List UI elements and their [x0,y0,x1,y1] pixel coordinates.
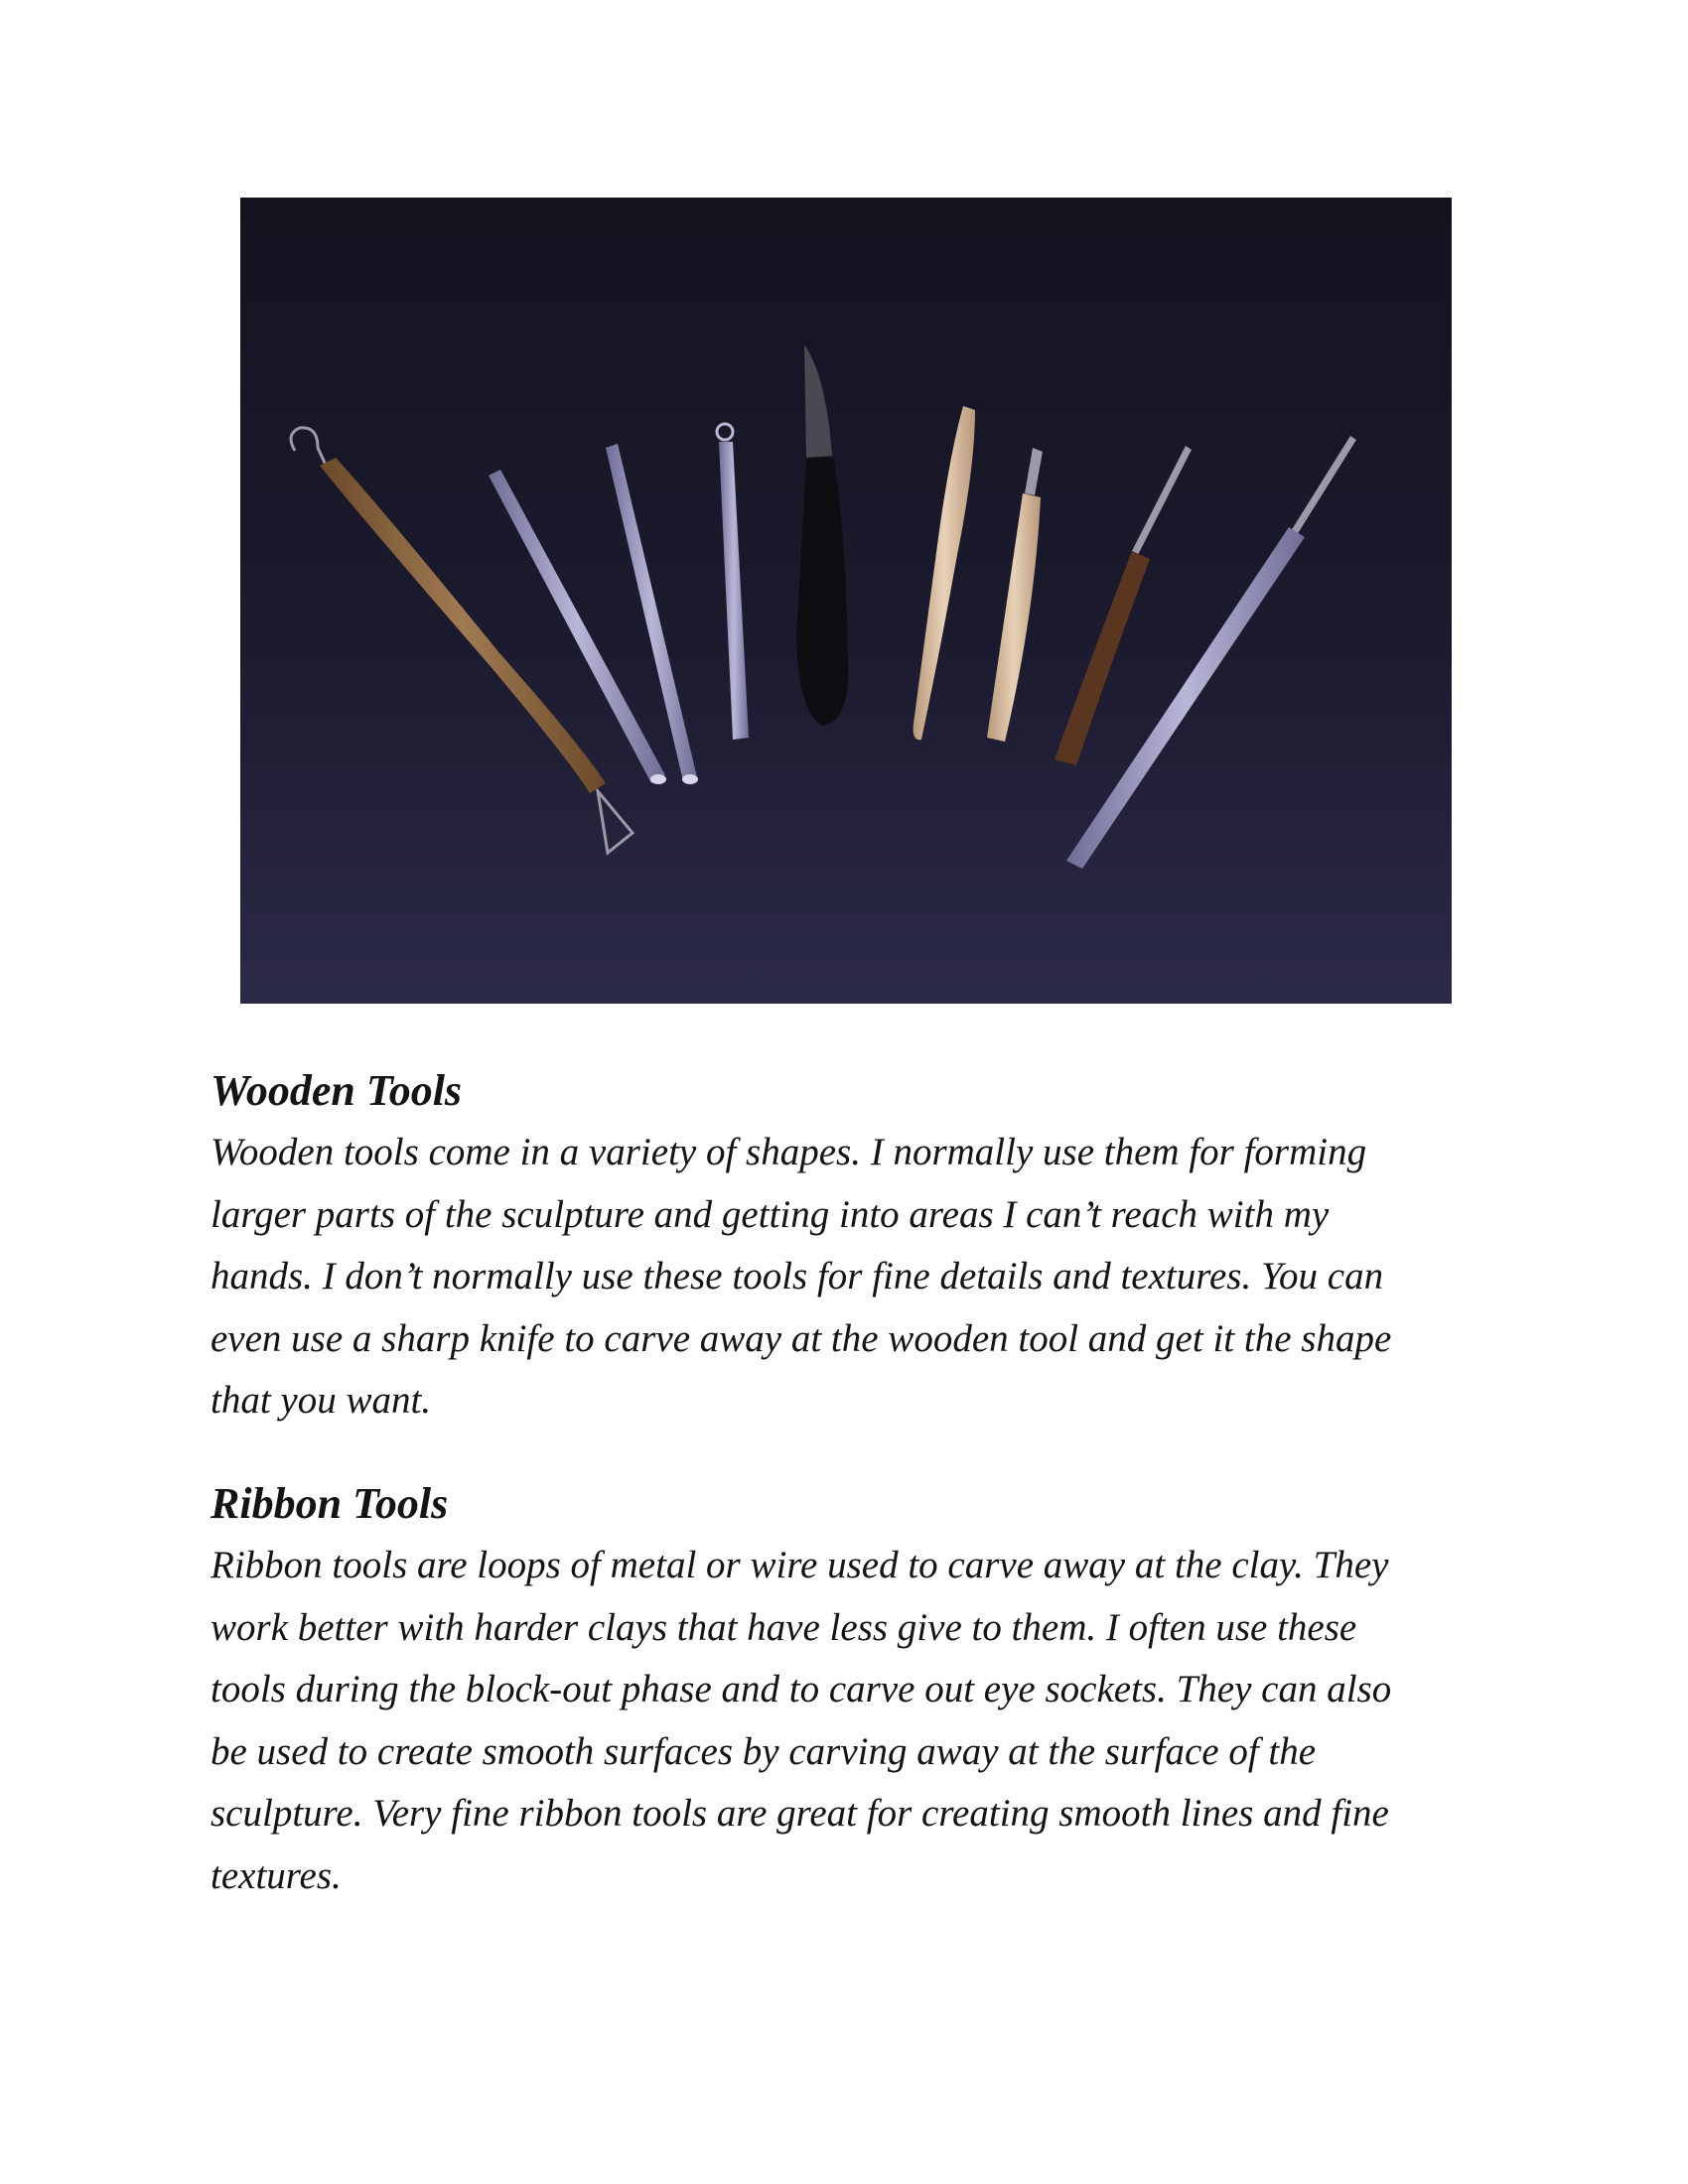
text-line: work better with harder clays that have less give to them. I often use these [211,1605,1357,1649]
text-line: Ribbon tools are loops of metal or wire used to carve away at the clay. They [211,1544,1389,1586]
text-line: tools during the block-out phase and to carve out eye sockets. They can also [211,1668,1392,1710]
tools-photo-illustration [240,198,1452,1004]
text-line: hands. I don’t normally use these tools for fine details and textures. You can [211,1255,1384,1297]
section-heading: Ribbon Tools [211,1479,449,1528]
section-body [211,1122,1491,1433]
text-line: sculpture. Very fine ribbon tools are great for creating smooth lines and fine [211,1792,1389,1835]
section-body [211,1535,1491,1907]
text-line: that you want. [211,1379,432,1422]
tools-photo [240,198,1452,1004]
text-line: textures. [211,1853,342,1897]
text-line: even use a sharp knife to carve away at the wooden tool and get it the shape [211,1316,1392,1360]
wooden-tools-section [211,1060,1491,1433]
text-line: Wooden tools come in a variety of shapes. I normally use them for forming [211,1131,1367,1173]
text-line: be used to create smooth surfaces by carving away at the surface of the [211,1729,1317,1773]
text-line: larger parts of the sculpture and getting into areas I can’t reach with my [211,1192,1330,1236]
ribbon-tools-section [211,1473,1491,1907]
section-heading: Wooden Tools [211,1066,463,1115]
